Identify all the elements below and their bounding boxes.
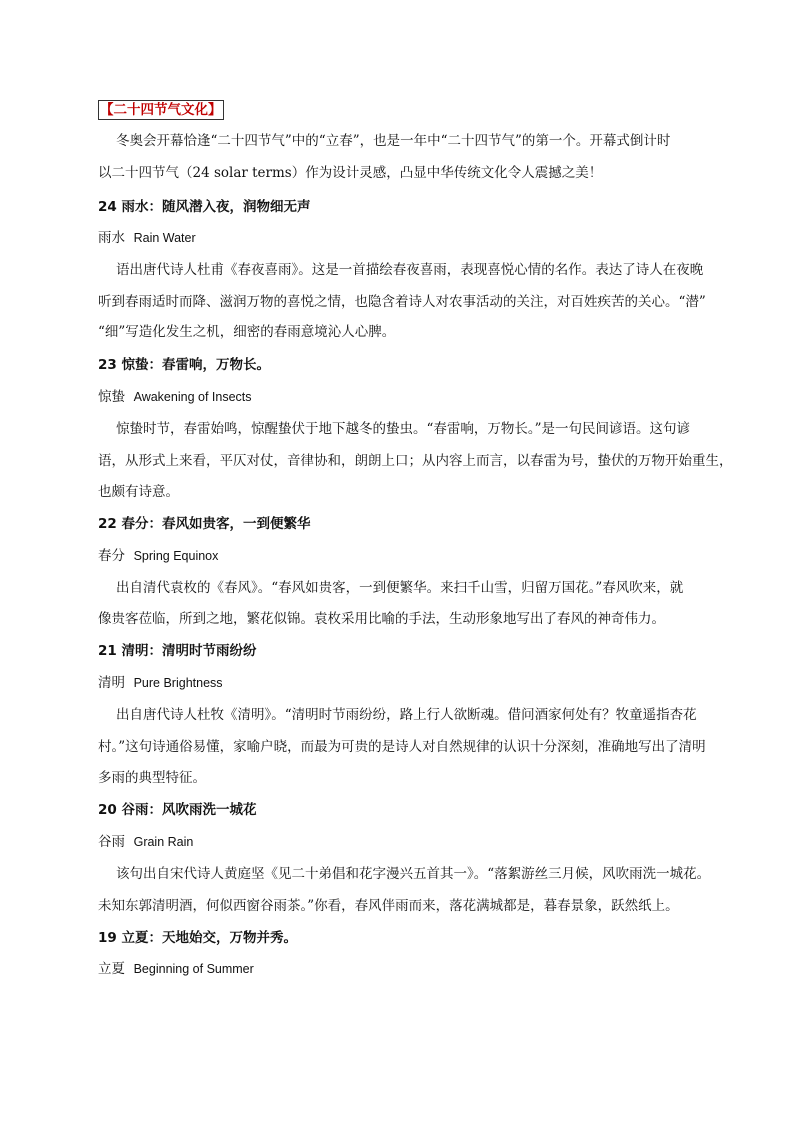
term-line xyxy=(98,959,254,979)
term-line xyxy=(98,387,252,407)
section-title: 22 春分：春风如贵客，一到便繁华 xyxy=(98,516,311,532)
term-cn: 立夏 xyxy=(98,961,125,977)
term-cn: 谷雨 xyxy=(98,834,125,850)
body-line: 多雨的典型特征。 xyxy=(98,770,206,786)
term-en: Pure Brightness xyxy=(133,676,223,690)
section-title: 20 谷雨：风吹雨洗一城花 xyxy=(98,802,257,818)
term-line xyxy=(98,673,223,693)
body-line: 听到春雨适时而降、滋润万物的喜悦之情，也隐含着诗人对农事活动的关注，对百姓疾苦的关心。“潜” xyxy=(98,294,706,310)
section-title: 23 惊蛰：春雷响，万物长。 xyxy=(98,357,270,373)
body-line: 语出唐代诗人杜甫《春夜喜雨》。这是一首描绘春夜喜雨，表现喜悦心情的名作。表达了诗人在夜晚 xyxy=(116,262,704,278)
term-en: Grain Rain xyxy=(133,835,194,849)
body-line: 出自唐代诗人杜牧《清明》。“清明时节雨纷纷，路上行人欲断魂。借问酒家何处有？牧童遥指杏花 xyxy=(116,707,697,723)
section-title: 19 立夏：天地始交，万物并秀。 xyxy=(98,930,297,946)
term-en: Spring Equinox xyxy=(133,549,219,563)
term-cn: 雨水 xyxy=(98,230,125,246)
term-en: Awakening of Insects xyxy=(133,390,252,404)
heading-box: 【二十四节气文化】 xyxy=(100,102,222,118)
term-cn: 惊蛰 xyxy=(98,389,125,405)
body-line: 出自清代袁枚的《春风》。“春风如贵客，一到便繁华。来扫千山雪，归留万国花。”春风吹来，就 xyxy=(116,580,684,596)
body-line: 语，从形式上来看，平仄对仗，音律协和，朗朗上口；从内容上而言，以春雷为号，蛰伏的万物开始重生， xyxy=(98,453,733,469)
intro-line-2: 以二十四节气（24 solar terms）作为设计灵感，凸显中华传统文化令人震撼之美！ xyxy=(98,165,603,181)
body-line: 惊蛰时节，春雷始鸣，惊醒蛰伏于地下越冬的蛰虫。“春雷响，万物长。”是一句民间谚语。这句谚 xyxy=(116,421,691,437)
body-line: 该句出自宋代诗人黄庭坚《见二十弟倡和花字漫兴五首其一》。“落絮游丝三月候，风吹雨洗一城花。 xyxy=(116,866,711,882)
section-title: 21 清明：清明时节雨纷纷 xyxy=(98,643,257,659)
term-cn: 春分 xyxy=(98,548,125,564)
body-line: 也颇有诗意。 xyxy=(98,484,179,500)
intro-line-1: 冬奥会开幕恰逢“二十四节气”中的“立春”，也是一年中“二十四节气”的第一个。开幕式倒计时 xyxy=(116,133,671,149)
term-cn: 清明 xyxy=(98,675,125,691)
term-line xyxy=(98,546,218,566)
section-title: 24 雨水：随风潜入夜，润物细无声 xyxy=(98,199,311,215)
body-line: 未知东郭清明酒，何似西窗谷雨茶。”你看，春风伴雨而来，落花满城都是，暮春景象，跃然纸上。 xyxy=(98,898,679,914)
body-line: 像贵客莅临，所到之地，繁花似锦。袁枚采用比喻的手法，生动形象地写出了春风的神奇伟力。 xyxy=(98,611,665,627)
term-line xyxy=(98,228,196,248)
term-en: Rain Water xyxy=(133,231,196,245)
body-line: 村。”这句诗通俗易懂，家喻户晓，而最为可贵的是诗人对自然规律的认识十分深刻，准确地写出了清明 xyxy=(98,739,706,755)
body-line: “细”写造化发生之机，细密的春雨意境沁人心脾。 xyxy=(98,324,396,340)
term-line xyxy=(98,832,193,852)
section-heading xyxy=(98,100,224,120)
term-en: Beginning of Summer xyxy=(133,962,254,976)
